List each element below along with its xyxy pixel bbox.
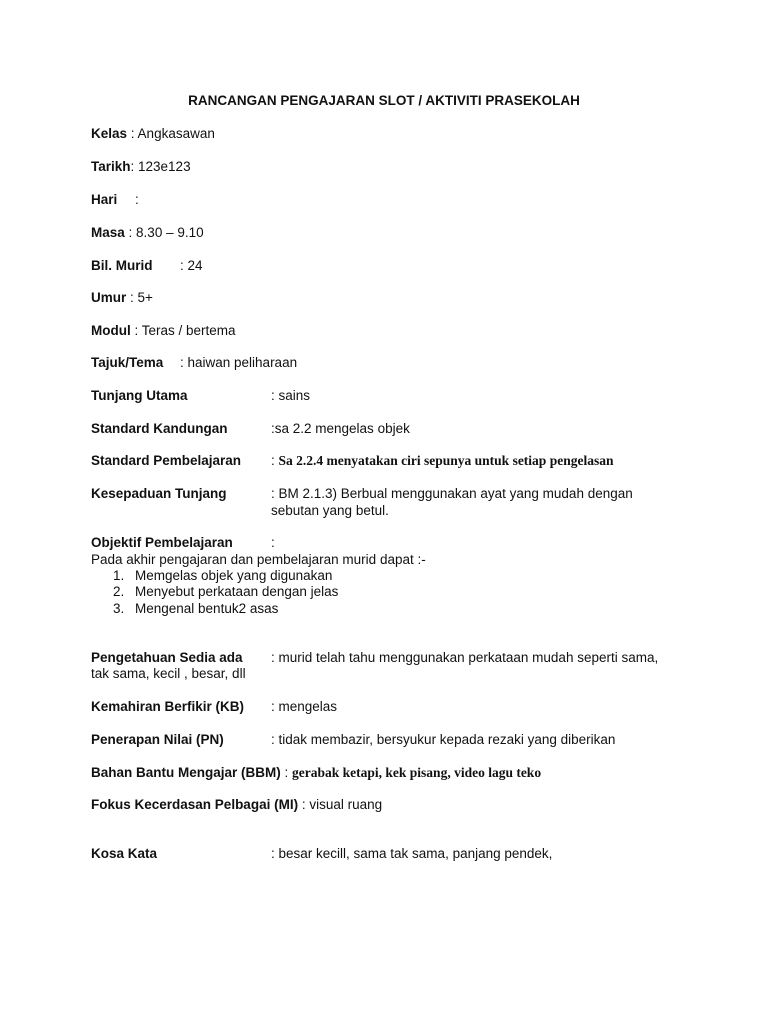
list-item-text: Memgelas objek yang digunakan [135, 568, 333, 583]
pengetahuan-value-line1: : murid telah tahu menggunakan perkataan mudah seperti sama, [271, 650, 659, 665]
objektif-label: Objektif Pembelajaran [91, 535, 233, 550]
bil-murid-row [91, 257, 203, 274]
standard-pembelajaran-value: Sa 2.2.4 menyatakan ciri sepunya untuk setiap pengelasan [278, 453, 614, 468]
standard-pembelajaran-row [91, 452, 241, 469]
bahan-row [91, 764, 541, 781]
list-item [113, 583, 338, 600]
pengetahuan-value-line2: tak sama, kecil , besar, dll [91, 666, 246, 681]
kesepaduan-tunjang-label: Kesepaduan Tunjang [91, 486, 227, 501]
list-item-number: 2. [113, 584, 125, 599]
masa-value: : 8.30 – 9.10 [128, 225, 204, 240]
umur-value: : 5+ [130, 290, 153, 305]
pengetahuan-label: Pengetahuan Sedia ada [91, 650, 243, 665]
list-item-number: 1. [113, 568, 125, 583]
modul-value: : Teras / bertema [134, 323, 236, 338]
kesepaduan-tunjang-value-line2: sebutan yang betul. [271, 503, 389, 518]
tarikh-label: Tarikh [91, 159, 131, 174]
kosa-kata-label: Kosa Kata [91, 846, 158, 861]
kemahiran-row [91, 698, 244, 715]
masa-label: Masa [91, 225, 125, 240]
pengetahuan-row [91, 649, 243, 666]
hari-row [91, 191, 139, 208]
kosa-kata-value: : besar kecill, sama tak sama, panjang pendek, [271, 846, 553, 861]
objektif-row [91, 534, 233, 551]
masa-row [91, 224, 204, 241]
objektif-intro: Pada akhir pengajaran dan pembelajaran murid dapat :- [91, 552, 426, 567]
kelas-value: : Angkasawan [130, 126, 215, 141]
list-item-number: 3. [113, 601, 125, 616]
fokus-value: : visual ruang [298, 797, 383, 812]
tarikh-value: : 123e123 [130, 159, 191, 174]
hari-label: Hari [91, 192, 118, 207]
standard-pembelajaran-colon: : [271, 453, 279, 468]
umur-label: Umur [91, 290, 127, 305]
modul-label: Modul [91, 323, 131, 338]
bahan-value: gerabak ketapi, kek pisang, video lagu teko [292, 765, 542, 780]
standard-kandungan-row [91, 420, 228, 437]
tajuk-tema-value: : haiwan peliharaan [180, 355, 298, 370]
bahan-colon: : [280, 765, 293, 780]
penerapan-label: Penerapan Nilai (PN) [91, 732, 224, 747]
tunjang-utama-label: Tunjang Utama [91, 388, 188, 403]
fokus-label: Fokus Kecerdasan Pelbagai (MI) [91, 797, 299, 812]
penerapan-row [91, 731, 224, 748]
list-item-text: Mengenal bentuk2 asas [135, 601, 279, 616]
list-item-text: Menyebut perkataan dengan jelas [135, 584, 339, 599]
standard-pembelajaran-label: Standard Pembelajaran [91, 453, 242, 468]
kesepaduan-tunjang-value-line1: : BM 2.1.3) Berbual menggunakan ayat yang mudah dengan [271, 486, 633, 501]
tajuk-tema-row [91, 354, 297, 371]
standard-kandungan-label: Standard Kandungan [91, 421, 228, 436]
tunjang-utama-value: : sains [271, 388, 311, 403]
tunjang-utama-row [91, 387, 188, 404]
list-item [113, 600, 278, 617]
modul-row [91, 322, 236, 339]
kelas-row [91, 125, 215, 142]
kelas-label: Kelas [91, 126, 128, 141]
bil-murid-label: Bil. Murid [91, 258, 153, 273]
list-item [113, 567, 332, 584]
bil-murid-value: : 24 [180, 258, 203, 273]
document-title: RANCANGAN PENGAJARAN SLOT / AKTIVITI PRASEKOLAH [188, 93, 580, 108]
kesepaduan-tunjang-row [91, 485, 227, 502]
umur-row [91, 289, 153, 306]
kemahiran-label: Kemahiran Berfikir (KB) [91, 699, 245, 714]
kemahiran-value: : mengelas [271, 699, 338, 714]
bahan-label: Bahan Bantu Mengajar (BBM) [91, 765, 281, 780]
standard-pembelajaran-value-wrap [271, 452, 613, 469]
kosa-kata-row [91, 845, 157, 862]
penerapan-value: : tidak membazir, bersyukur kepada rezaki yang diberikan [271, 732, 616, 747]
tarikh-row [91, 158, 191, 175]
fokus-row [91, 796, 382, 813]
standard-kandungan-value: :sa 2.2 mengelas objek [271, 421, 410, 436]
hari-value: : [135, 192, 139, 207]
objektif-colon: : [271, 535, 275, 550]
tajuk-tema-label: Tajuk/Tema [91, 355, 164, 370]
